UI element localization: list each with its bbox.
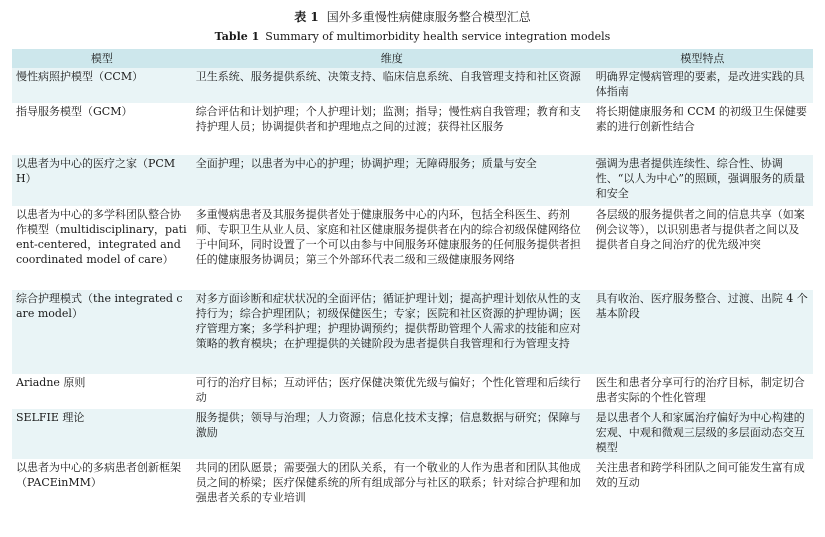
cell-model: 以患者为中心的多病患者创新框架（PACEinMM） (16, 461, 181, 489)
cell-model: 指导服务模型（GCM） (16, 105, 133, 118)
cell-dimension: 服务提供；领导与治理；人力资源；信息化技术支撑；信息数据与研究；保障与激励 (195, 411, 581, 439)
cell-feature: 医生和患者分享可行的治疗目标，制定切合患者实际的个性化管理 (595, 376, 805, 404)
table-header-row (12, 49, 813, 68)
cell-model: Ariadne 原则 (16, 376, 86, 389)
header-model: 模型 (90, 52, 113, 65)
cell-model: SELFIE 理论 (16, 411, 85, 424)
caption-en-title: Summary of multimorbidity health service integration models (265, 30, 611, 43)
table-row (12, 206, 813, 290)
cell-feature: 是以患者个人和家属治疗偏好为中心构建的宏观、中观和微观三层级的多层面动态交互模型 (595, 411, 805, 454)
cell-feature: 明确界定慢病管理的要素，是改进实践的具体指南 (595, 70, 805, 98)
cell-model: 以患者为中心的医疗之家（PCMH） (16, 157, 176, 185)
caption-cn-label: 表 1 (294, 10, 319, 24)
cell-model: 慢性病照护模型（CCM） (16, 70, 144, 83)
cell-dimension: 多重慢病患者及其服务提供者处于健康服务中心的内环，包括全科医生、药剂师、专职卫生从业人员、家庭和社区健康服务提供者在内的综合初级保健网络位于中间环，同时设置了一个可以由参与中间服务环健康服务的任何服务提供者担任的健康服务协调员；第三个外部环代表二级和三级健康服务网络 (195, 208, 581, 266)
cell-dimension: 可行的治疗目标；互动评估；医疗保健决策优先级与偏好；个性化管理和后续行动 (195, 376, 581, 404)
header-feature: 模型特点 (680, 52, 725, 65)
cell-dimension: 卫生系统、服务提供系统、决策支持、临床信息系统、自我管理支持和社区资源 (195, 70, 581, 83)
header-dimension: 维度 (380, 52, 403, 65)
table-caption-en (0, 29, 825, 44)
table-row (12, 409, 813, 459)
model-summary-table (12, 49, 813, 509)
cell-feature: 关注患者和跨学科团队之间可能发生富有成效的互动 (595, 461, 805, 489)
cell-feature: 各层级的服务提供者之间的信息共享（如案例会议等），以识别患者与提供者之间以及提供者自身之间治疗的优先级冲突 (595, 208, 805, 251)
table-row (12, 68, 813, 103)
table-row (12, 290, 813, 374)
cell-model: 综合护理模式（the integrated care model） (16, 292, 183, 320)
cell-dimension: 综合评估和计划护理；个人护理计划；监测；指导；慢性病自我管理；教育和支持护理人员；协调提供者和护理地点之间的过渡；获得社区服务 (195, 105, 581, 133)
cell-dimension: 共同的团队愿景；需要强大的团队关系，有一个敬业的人作为患者和团队其他成员之间的桥梁；医疗保健系统的所有组成部分与社区的联系；针对综合护理和加强患者关系的专业培训 (195, 461, 581, 504)
cell-model: 以患者为中心的多学科团队整合协作模型（multidisciplinary，patient-centered，integrated and coordinated model of care） (16, 208, 187, 266)
cell-feature: 将长期健康服务和 CCM 的初级卫生保健要素的进行创新性结合 (595, 105, 807, 133)
table-caption-cn (0, 9, 825, 25)
caption-en-label: Table 1 (214, 30, 260, 43)
table-row (12, 374, 813, 409)
cell-feature: 强调为患者提供连续性、综合性、协调性、“以人为中心”的照顾，强调服务的质量和安全 (595, 157, 806, 200)
table-row (12, 103, 813, 155)
table-row (12, 459, 813, 509)
table-row (12, 155, 813, 206)
cell-dimension: 对多方面诊断和症状状况的全面评估；循证护理计划；提高护理计划依从性的支持行为；综合护理团队；初级保健医生；专家；医院和社区资源的护理协调；医疗管理方案；多学科护理；护理协调预约；提供帮助管理个人需求的技能和应对策略的教育模块；在护理提供的关键阶段为患者提供自我管理和行为管理支持 (195, 292, 581, 350)
cell-dimension: 全面护理；以患者为中心的护理；协调护理；无障碍服务；质量与安全 (195, 157, 537, 170)
cell-feature: 具有收治、医疗服务整合、过渡、出院 4 个基本阶段 (595, 292, 808, 320)
caption-cn-title: 国外多重慢性病健康服务整合模型汇总 (326, 10, 531, 24)
